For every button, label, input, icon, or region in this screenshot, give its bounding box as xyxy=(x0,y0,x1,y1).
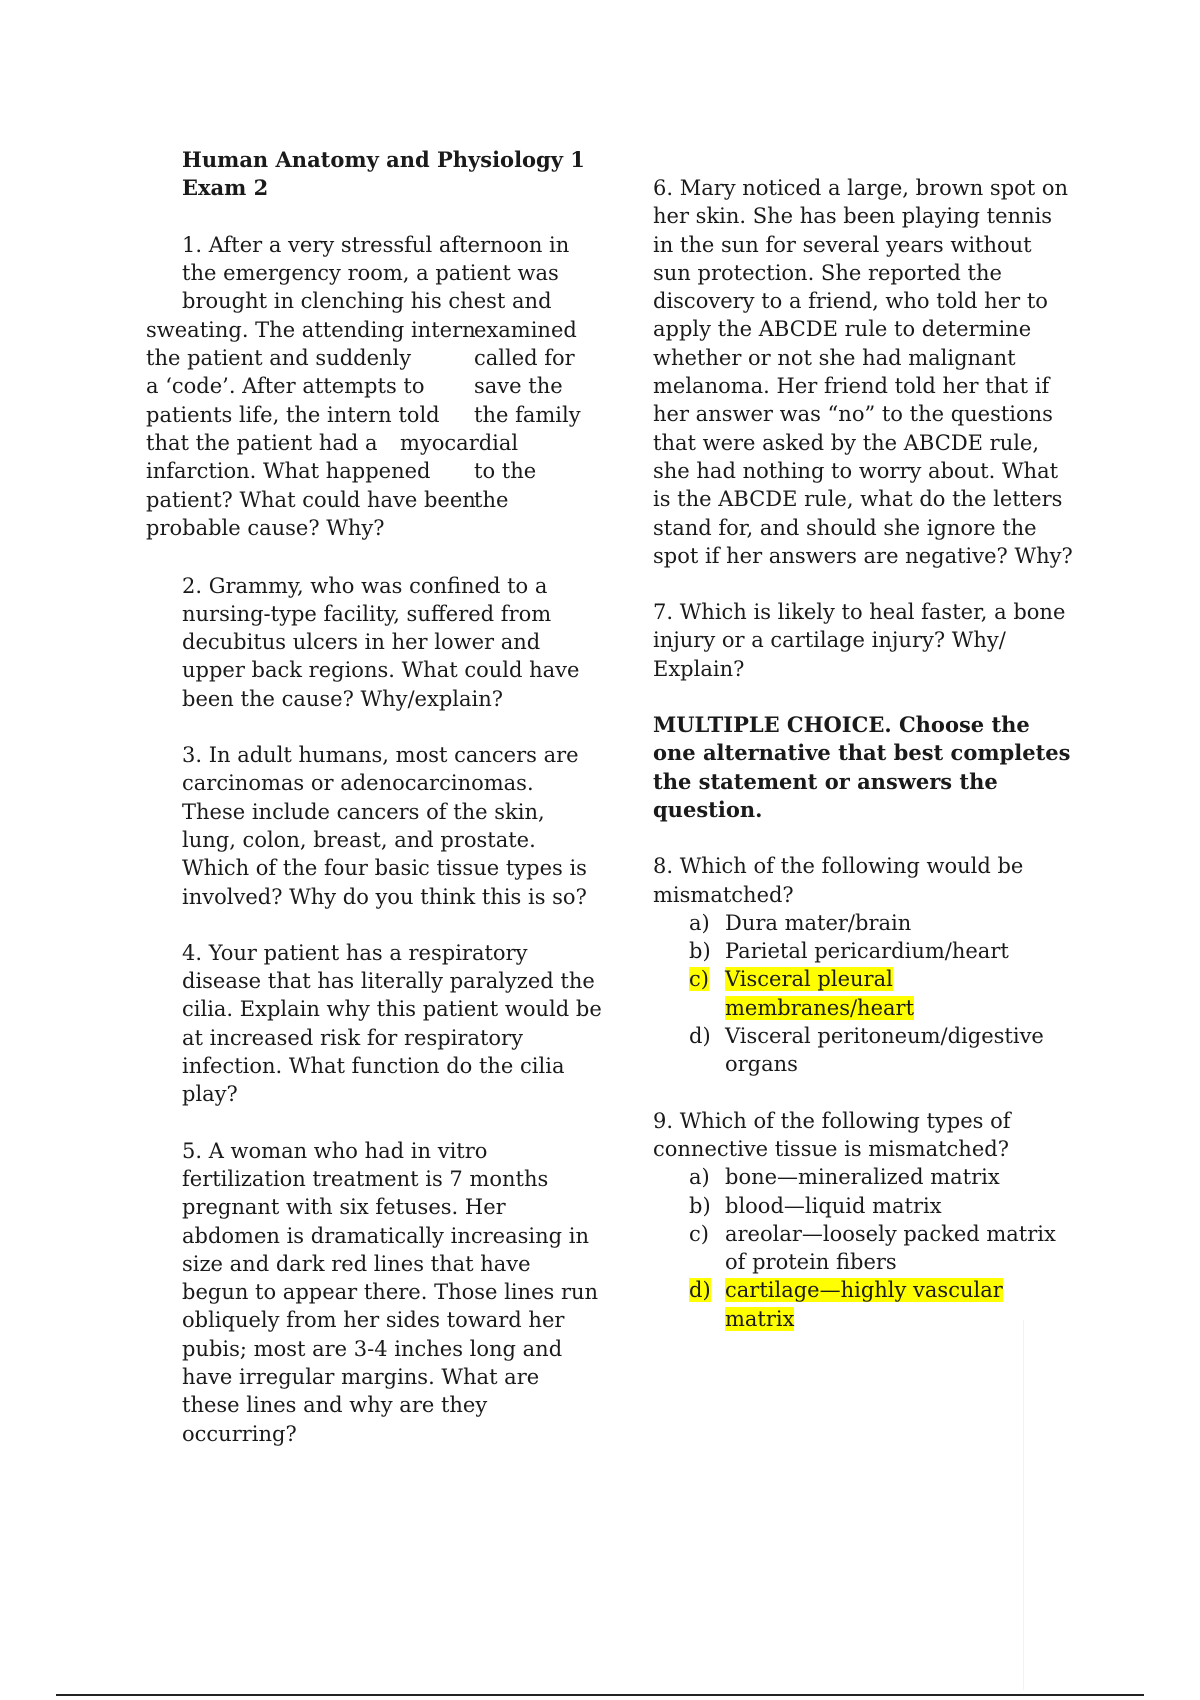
question-4: 4. Your patient has a respiratory disease that has literally paralyzed the cilia. Explain why this patient would be at increased risk for respiratory infection. What function do the cilia play? xyxy=(182,940,602,1107)
q1-line: the family xyxy=(474,402,581,427)
option-text: Parietal pericardium/heart xyxy=(725,939,1009,964)
option-text: Visceral pleural membranes/heart xyxy=(725,967,915,1020)
option-letter: a) xyxy=(689,910,710,935)
q8-option-a xyxy=(653,909,1073,937)
option-letter: d) xyxy=(689,1024,711,1049)
q9-option-d-highlighted xyxy=(653,1276,1073,1333)
q1-line: patients life, the intern told xyxy=(146,402,440,427)
q9-options xyxy=(653,1163,1073,1333)
q1-line: patient? What could have been xyxy=(146,487,476,512)
q1-line: called for xyxy=(474,345,575,370)
q1-line: that the patient had a xyxy=(146,430,378,455)
option-text: Dura mater/brain xyxy=(725,910,912,935)
q8-stem: 8. Which of the following would be mismatched? xyxy=(653,854,1024,907)
q1-line: a ‘code’. After attempts to xyxy=(146,373,425,398)
question-6: 6. Mary noticed a large, brown spot on her skin. She has been playing tennis in the sun for several years without sun protection. She reported the discovery to a friend, who told her to apply the ABCDE rule to determine whether or not she had malignant melanoma. Her friend told her that if her answer was “no” to the questions that were asked by the ABCDE rule, she had nothing to worry about. What is the ABCDE rule, what do the letters stand for, and should she ignore the spot if her answers are negative? Why? xyxy=(653,176,1073,568)
option-letter: c) xyxy=(689,967,709,992)
option-text: blood—liquid matrix xyxy=(725,1193,942,1218)
question-1 xyxy=(146,231,602,544)
option-text: Visceral peritoneum/digestive organs xyxy=(725,1024,1044,1077)
q1-line: the xyxy=(474,487,509,512)
q8-option-c-highlighted xyxy=(653,965,1073,1022)
q8-option-b xyxy=(653,937,1073,965)
option-text: bone—mineralized matrix xyxy=(725,1165,1000,1190)
q1-line: the emergency room, a patient was xyxy=(182,260,559,285)
question-7: 7. Which is likely to heal faster, a bone injury or a cartilage injury? Why/ Explain? xyxy=(653,600,1066,681)
q8-option-d xyxy=(653,1022,1073,1079)
q9-option-a xyxy=(653,1163,1073,1191)
q1-line: to the xyxy=(474,458,537,483)
q1-line: myocardial xyxy=(400,430,519,455)
page-edge-shadow xyxy=(1023,1320,1024,1690)
q9-stem: 9. Which of the following types of connective tissue is mismatched? xyxy=(653,1108,1011,1161)
right-column xyxy=(653,174,1073,1333)
q1-line: probable cause? Why? xyxy=(146,515,385,540)
multiple-choice-heading: MULTIPLE CHOICE. Choose the one alternative that best completes the statement or answers the question. xyxy=(653,712,1071,822)
option-letter: d) xyxy=(689,1278,711,1303)
question-3: 3. In adult humans, most cancers are carcinomas or adenocarcinomas. These include cancers of the skin, lung, colon, breast, and prostate. Which of the four basic tissue types is involved? Why do you think this is so? xyxy=(182,743,587,909)
footer-rule xyxy=(56,1694,1144,1696)
q1-line: sweating. The attending intern xyxy=(146,317,476,342)
q9-option-b xyxy=(653,1192,1073,1220)
question-5: 5. A woman who had in vitro fertilization treatment is 7 months pregnant with six fetuses. Her abdomen is dramatically increasing in size and dark red lines that have begun to appear there. Those lines run obliquely from her sides toward her pubis; most are 3-4 inches long and have irregular margins. What are these lines and why are they occurring? xyxy=(182,1138,599,1446)
q1-line: infarction. What happened xyxy=(146,458,431,483)
option-letter: b) xyxy=(689,939,711,964)
question-2: 2. Grammy, who was confined to a nursing-type facility, suffered from decubitus ulcers in her lower and upper back regions. What could have been the cause? Why/explain? xyxy=(182,573,580,711)
q1-line: brought in clenching his chest and xyxy=(182,288,552,313)
option-letter: b) xyxy=(689,1193,711,1218)
q8-options xyxy=(653,909,1073,1079)
q9-option-c xyxy=(653,1220,1073,1277)
option-letter: a) xyxy=(689,1165,710,1190)
option-letter: c) xyxy=(689,1221,709,1246)
question-8 xyxy=(653,852,1073,1078)
course-title: Human Anatomy and Physiology 1 xyxy=(182,147,585,172)
exam-number: Exam 2 xyxy=(182,175,269,201)
left-column xyxy=(146,146,602,1448)
option-text: cartilage—highly vascular matrix xyxy=(725,1278,1003,1331)
question-9 xyxy=(653,1107,1073,1333)
q1-line: examined xyxy=(474,317,577,342)
option-text: areolar—loosely packed matrix of protein fibers xyxy=(725,1221,1056,1275)
q1-line: 1. After a very stressful afternoon in xyxy=(182,232,570,257)
q1-line: save the xyxy=(474,373,563,398)
q1-line: the patient and suddenly xyxy=(146,345,412,370)
exam-title xyxy=(182,146,602,203)
